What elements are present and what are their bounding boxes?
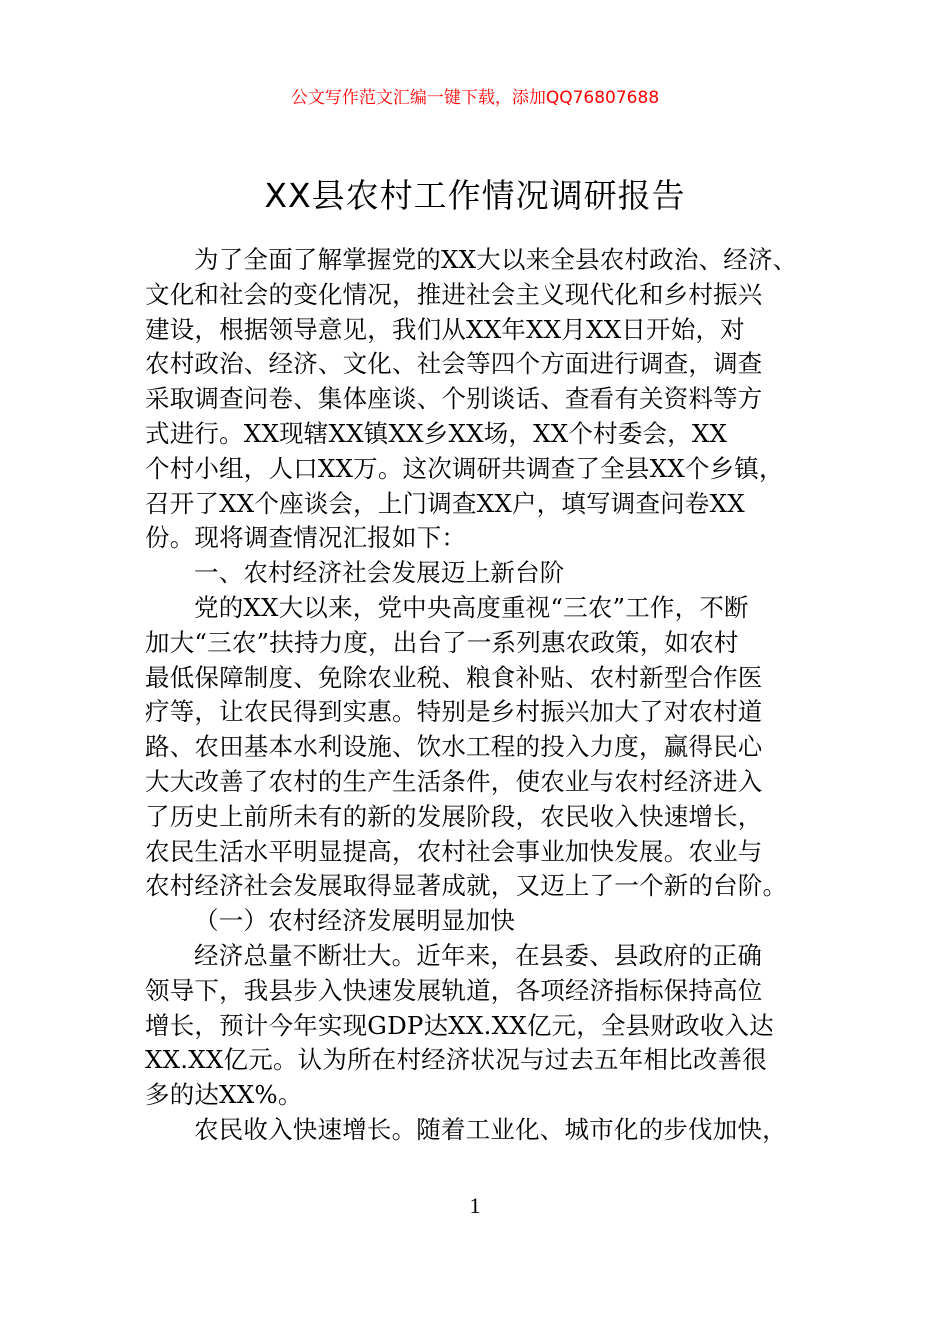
body-line: 建设，根据领导意见，我们从XX年XX月XX日开始，对 xyxy=(145,314,745,344)
body-line: 采取调查问卷、集体座谈、个别谈话、查看有关资料等方 xyxy=(145,384,763,414)
body-line: XX.XX亿元。认为所在村经济状况与过去五年相比改善很 xyxy=(145,1045,767,1075)
body-line: 召开了XX个座谈会，上门调查XX户，填写调查问卷XX xyxy=(145,488,745,518)
body-line: 农村经济社会发展取得显著成就，又迈上了一个新的台阶。 xyxy=(145,871,788,901)
body-line: 领导下，我县步入快速发展轨道，各项经济指标保持高位 xyxy=(145,975,763,1005)
body-line: 农村政治、经济、文化、社会等四个方面进行调查，调查 xyxy=(145,349,763,379)
body-line: 路、农田基本水利设施、饮水工程的投入力度，赢得民心 xyxy=(145,732,763,762)
document-title: XX县农村工作情况调研报告 xyxy=(264,176,686,215)
document-body xyxy=(145,243,810,1148)
body-line: 式进行。XX现辖XX镇XX乡XX场，XX个村委会，XX xyxy=(145,418,728,448)
body-line: 农民收入快速增长。随着工业化、城市化的步伐加快， xyxy=(194,1114,787,1144)
body-line: 大大改善了农村的生产生活条件，使农业与农村经济进入 xyxy=(145,766,763,796)
body-line: 最低保障制度、免除农业税、粮食补贴、农村新型合作医 xyxy=(145,662,763,692)
body-line: 个村小组，人口XX万。这次调研共调查了全县XX个乡镇， xyxy=(145,453,784,483)
body-line: 份。现将调查情况汇报如下： xyxy=(145,523,467,553)
body-line: 多的达XX%。 xyxy=(145,1080,303,1110)
body-line: 经济总量不断壮大。近年来，在县委、县政府的正确 xyxy=(194,940,763,970)
body-line: 文化和社会的变化情况，推进社会主义现代化和乡村振兴 xyxy=(145,279,763,309)
body-line: 增长，预计今年实现GDP达XX.XX亿元，全县财政收入达 xyxy=(145,1010,774,1040)
subsection-heading: （一）农村经济发展明显加快 xyxy=(194,906,516,936)
body-line: 党的XX大以来，党中央高度重视“三农”工作，不断 xyxy=(194,592,749,622)
body-line: 疗等，让农民得到实惠。特别是乡村振兴加大了对农村道 xyxy=(145,697,763,727)
body-line: 加大“三农”扶持力度，出台了一系列惠农政策，如农村 xyxy=(145,627,739,657)
body-line: 了历史上前所未有的新的发展阶段，农民收入快速增长， xyxy=(145,801,763,831)
download-notice: 公文写作范文汇编一键下载，添加QQ76807688 xyxy=(290,88,660,108)
section-heading: 一、农村经济社会发展迈上新台阶 xyxy=(194,558,565,588)
page-number: 1 xyxy=(469,1193,481,1218)
body-line: 为了全面了解掌握党的XX大以来全县农村政治、经济、 xyxy=(194,245,798,274)
body-line: 农民生活水平明显提高，农村社会事业加快发展。农业与 xyxy=(145,836,763,866)
